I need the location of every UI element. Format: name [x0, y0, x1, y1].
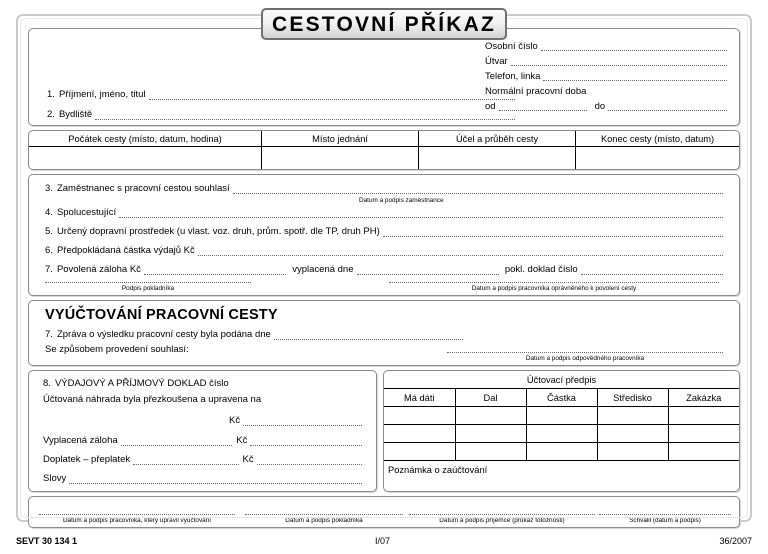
caption-datum-a-podpis-opravneneho-pracovnika: Datum a podpis pracovníka oprávněného k povolení cesty: [471, 285, 637, 292]
col-zakazka: Zakázka: [668, 389, 739, 407]
num-2: 2.: [47, 109, 55, 120]
label-vydajovy-prijmovy-doklad: VÝDAJOVÝ A PŘÍJMOVÝ DOKLAD číslo: [54, 378, 229, 389]
signature-line: [599, 514, 731, 515]
cell-stredisko[interactable]: [597, 407, 668, 425]
label-se-zpusobem-provedeni-souhlasi: Se způsobem provedení souhlasí:: [45, 344, 189, 355]
col-konec-cesty: Konec cesty (místo, datum): [576, 131, 739, 147]
input-doplatek-preplatek-kc[interactable]: [257, 455, 362, 465]
input-doplatek-preplatek-line[interactable]: [133, 455, 238, 465]
input-zprava-o-vysledku[interactable]: [274, 330, 463, 340]
num-4: 4.: [45, 207, 53, 218]
label-kc-2: Kč: [236, 435, 248, 446]
label-telefon-linka: Telefon, linka: [485, 71, 541, 82]
col-castka: Částka: [526, 389, 597, 407]
field-dopravni-prostredek[interactable]: [45, 226, 725, 237]
label-prijmeni-jmeno-titul: Příjmení, jméno, titul: [58, 89, 146, 100]
cell-zakazka[interactable]: [668, 407, 739, 425]
label-kc-3: Kč: [242, 454, 254, 465]
header-right-fields: [485, 37, 729, 112]
cell-castka[interactable]: [526, 425, 597, 443]
form-outer-frame: [16, 14, 752, 522]
cell-konec-cesty[interactable]: [576, 147, 739, 170]
col-pocatek-cesty: Počátek cesty (místo, datum, hodina): [29, 131, 262, 147]
caption-signature-2: Datum a podpis pokladníka: [285, 517, 363, 524]
label-utvar: Útvar: [485, 56, 508, 67]
footer-edition: I/07: [375, 536, 391, 546]
label-zprava-o-vysledku: Zpráva o výsledku pracovní cesty byla podána dne: [56, 329, 271, 340]
signature-povoleni-cesty[interactable]: [389, 282, 719, 292]
page-title: CESTOVNÍ PŘÍKAZ: [272, 12, 496, 36]
cell-stredisko[interactable]: [597, 425, 668, 443]
cell-misto-jednani[interactable]: [262, 147, 419, 170]
field-utvar[interactable]: [485, 52, 729, 67]
num-1: 1.: [47, 89, 55, 100]
field-povolena-zaloha[interactable]: [45, 264, 725, 275]
table-header-row: [384, 389, 739, 407]
cell-ma-dati[interactable]: [384, 443, 455, 461]
cell-castka[interactable]: [526, 407, 597, 425]
col-misto-jednani: Místo jednání: [262, 131, 419, 147]
cell-ma-dati[interactable]: [384, 407, 455, 425]
cell-zakazka[interactable]: [668, 425, 739, 443]
col-dal: Dal: [455, 389, 526, 407]
form-title-plate: [261, 8, 507, 40]
signature-schvalil[interactable]: [599, 514, 731, 524]
field-osobni-cislo[interactable]: [485, 37, 729, 52]
field-zprava-o-vysledku[interactable]: [45, 329, 465, 340]
accounting-prescription-table: [384, 371, 739, 479]
label-poznamka-o-zauctovani: Poznámka o zaúčtování: [384, 461, 739, 480]
table-header-row: [29, 131, 739, 147]
cell-dal[interactable]: [455, 425, 526, 443]
cell-castka[interactable]: [526, 443, 597, 461]
label-spolucestujici: Spolucestující: [56, 207, 117, 218]
input-vyplacena-dne[interactable]: [357, 265, 499, 275]
input-slovy[interactable]: [69, 474, 362, 484]
footer-number: 36/2007: [719, 536, 752, 546]
input-osobni-cislo[interactable]: [541, 41, 727, 51]
label-do: do: [594, 101, 606, 112]
label-kc-1: Kč: [229, 415, 241, 426]
signature-upravil-vyuctovani[interactable]: [39, 514, 235, 524]
num-7b: 7.: [45, 329, 53, 340]
cell-ucel-a-prubeh-cesty[interactable]: [419, 147, 576, 170]
label-predpokladana-castka: Předpokládaná částka výdajů Kč: [56, 245, 195, 256]
cell-stredisko[interactable]: [597, 443, 668, 461]
caption-datum-a-podpis-odpovedneho-pracovnika: Datum a podpis odpovědného pracovníka: [525, 355, 645, 362]
field-bydliste[interactable]: [47, 109, 517, 120]
num-7: 7.: [45, 264, 53, 275]
predpis-note-row[interactable]: [384, 461, 739, 480]
field-predpokladana-castka[interactable]: [45, 245, 725, 256]
table-row[interactable]: [384, 443, 739, 461]
label-vyplacena-dne: vyplacená dne: [292, 264, 354, 275]
accounting-prescription-box: [383, 370, 740, 492]
input-upravena-castka[interactable]: [243, 416, 362, 426]
label-pokl-doklad-cislo: pokl. doklad číslo: [504, 264, 578, 275]
table-row[interactable]: [384, 425, 739, 443]
signature-line: [245, 514, 403, 515]
cell-zakazka[interactable]: [668, 443, 739, 461]
settlement-box: [28, 300, 740, 366]
label-zamestnanec-souhlasi: Zaměstnanec s pracovní cestou souhlasí: [56, 183, 230, 194]
signature-line: [409, 514, 595, 515]
num-6: 6.: [45, 245, 53, 256]
table-row[interactable]: [29, 147, 739, 170]
field-spolucestujici[interactable]: [45, 207, 725, 218]
input-dopravni-prostredek[interactable]: [383, 227, 723, 237]
field-vyplacena-zaloha[interactable]: [43, 435, 364, 446]
input-spolucestujici[interactable]: [119, 208, 723, 218]
signature-line: [447, 352, 723, 353]
signature-odpovedny-pracovnik[interactable]: [447, 352, 723, 362]
label-osobni-cislo: Osobní číslo: [485, 41, 538, 52]
label-slovy: Slovy: [43, 473, 67, 484]
input-bydliste[interactable]: [95, 110, 515, 120]
label-dopravni-prostredek: Určený dopravní prostředek (u vlast. voz. druh, prům. spotř. dle TP, druh PH): [56, 226, 380, 237]
expense-receipt-box: [28, 370, 377, 492]
cell-pocatek-cesty[interactable]: [29, 147, 262, 170]
input-zamestnanec-souhlasi[interactable]: [233, 184, 723, 194]
col-ucel-a-prubeh-cesty: Účel a průběh cesty: [419, 131, 576, 147]
label-vyplacena-zaloha: Vyplacená záloha: [43, 435, 118, 446]
input-povolena-zaloha[interactable]: [144, 265, 286, 275]
input-utvar[interactable]: [511, 56, 727, 66]
signature-line: [45, 282, 251, 283]
personal-data-box: [28, 28, 740, 126]
cell-dal[interactable]: [455, 443, 526, 461]
field-pracovni-doba-od-do[interactable]: [485, 97, 729, 112]
doklad-title-row: [43, 378, 229, 389]
trip-details-table-box: [28, 130, 740, 170]
field-telefon-linka[interactable]: [485, 67, 729, 82]
col-stredisko: Středisko: [597, 389, 668, 407]
num-3: 3.: [45, 183, 53, 194]
col-ma-dati: Má dáti: [384, 389, 455, 407]
label-normalni-pracovni-doba: Normální pracovní doba: [485, 86, 587, 97]
caption-datum-a-podpis-zamestnance: Datum a podpis zaměstnance: [359, 197, 444, 204]
input-predpokladana-castka[interactable]: [198, 246, 723, 256]
label-bydliste: Bydliště: [58, 109, 93, 120]
signature-podpis-pokladnika[interactable]: [45, 282, 251, 292]
input-do[interactable]: [608, 101, 727, 111]
signature-prijemce[interactable]: [409, 514, 595, 524]
input-vyplacena-zaloha-kc[interactable]: [250, 436, 362, 446]
label-povolena-zaloha: Povolená záloha Kč: [56, 264, 141, 275]
input-vyplacena-zaloha-line[interactable]: [121, 436, 233, 446]
label-doplatek-preplatek: Doplatek – přeplatek: [43, 454, 131, 465]
authorization-items-box: [28, 174, 740, 296]
input-prijmeni-jmeno-titul[interactable]: [149, 90, 515, 100]
section-title-vyuctovani: VYÚČTOVÁNÍ PRACOVNÍ CESTY: [45, 307, 278, 323]
input-pokl-doklad-cislo[interactable]: [581, 265, 723, 275]
num-8: 8.: [43, 378, 51, 389]
trip-details-table: [29, 131, 739, 169]
cell-dal[interactable]: [455, 407, 526, 425]
signature-line: [39, 514, 235, 515]
field-zamestnanec-souhlasi[interactable]: [45, 183, 725, 194]
label-normalni-pracovni-doba-row: [485, 82, 729, 97]
signature-pokladnik[interactable]: [245, 514, 403, 524]
field-slovy[interactable]: [43, 473, 364, 484]
caption-uctovaci-predpis: Účtovací předpis: [384, 371, 739, 389]
caption-signature-3: Datum a podpis příjemce (průkaz totožnosti): [439, 517, 565, 524]
caption-signature-1: Datum a podpis pracovníka, který upravil vyúčtování: [62, 517, 212, 524]
predpis-caption-row: [384, 371, 739, 389]
field-doplatek-preplatek[interactable]: [43, 454, 364, 465]
num-5: 5.: [45, 226, 53, 237]
cell-ma-dati[interactable]: [384, 425, 455, 443]
caption-signature-4: Schválil (datum a podpis): [629, 517, 701, 524]
signature-line: [389, 282, 719, 283]
input-telefon-linka[interactable]: [543, 71, 727, 81]
label-uctovana-nahrada: Účtovaná náhrada byla přezkoušena a upravena na: [43, 394, 262, 405]
bottom-signatures-box: [28, 496, 740, 528]
label-od: od: [485, 101, 496, 112]
field-prijmeni-jmeno-titul[interactable]: [47, 89, 517, 100]
field-upravena-castka[interactable]: [229, 415, 364, 426]
caption-podpis-pokladnika: Podpis pokladníka: [121, 285, 175, 292]
footer-code: SEVT 30 134 1: [16, 536, 78, 546]
table-row[interactable]: [384, 407, 739, 425]
